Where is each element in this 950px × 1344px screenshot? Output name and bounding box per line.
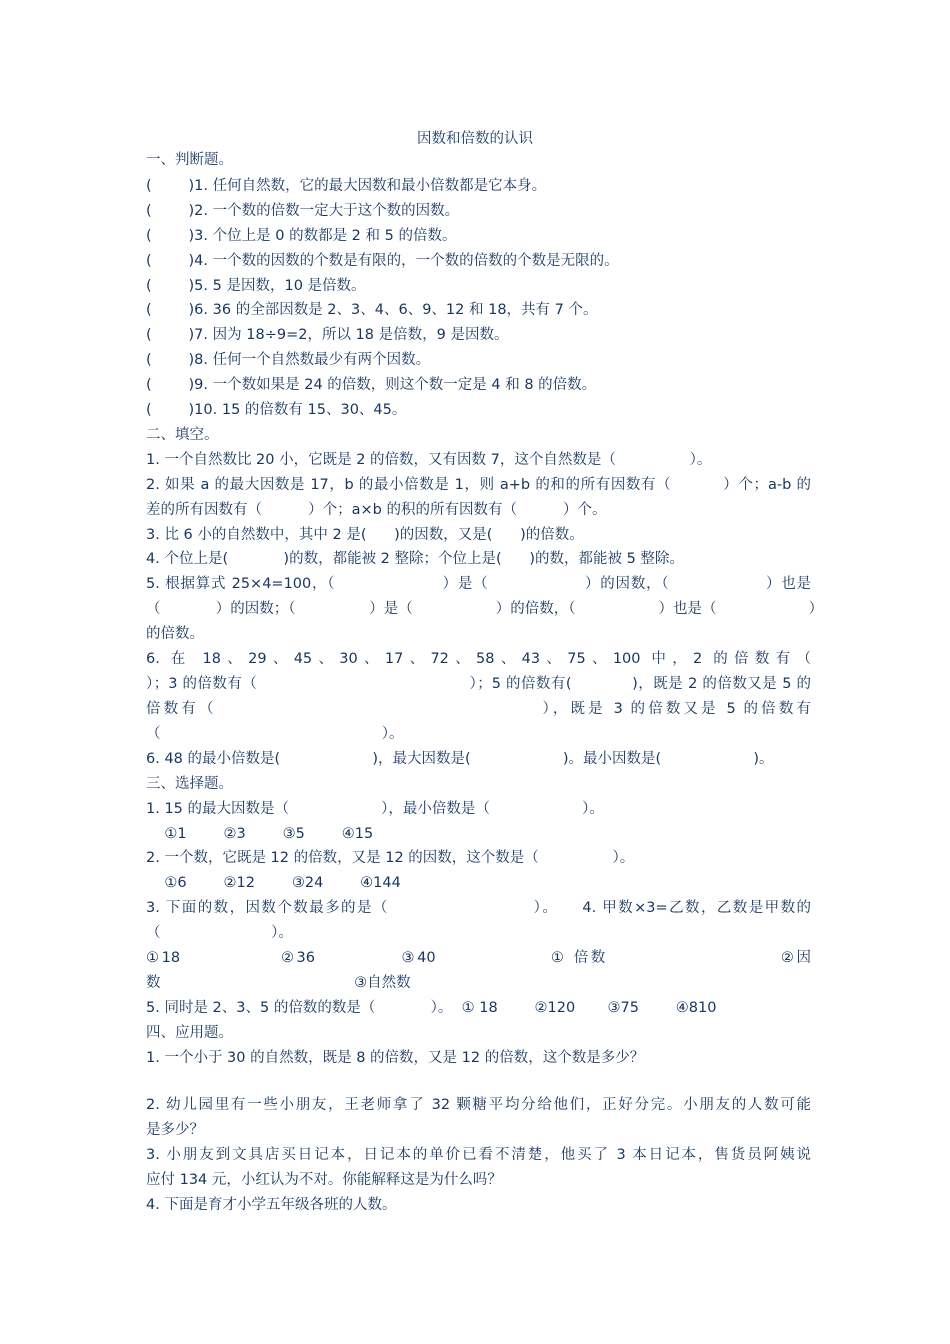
worksheet-line: ( )3. 个位上是 0 的数都是 2 和 5 的倍数。 [146, 228, 457, 244]
worksheet-line: 6. 在 18、29、45、30、17、72、58、43、75、100 中，2 的倍数有（ [146, 651, 811, 667]
worksheet-line: ( )1. 任何自然数，它的最大因数和最小倍数都是它本身。 [146, 178, 547, 194]
worksheet-line: ( )10. 15 的倍数有 15、30、45。 [146, 402, 407, 418]
worksheet-line: 6. 48 的最小倍数是( )，最大因数是( )。最小因数是( )。 [146, 751, 774, 767]
worksheet-line: 2. 如果 a 的最大因数是 17，b 的最小倍数是 1，则 a+b 的和的所有因数有（ ）个；a-b 的 [146, 477, 811, 493]
worksheet-line: 1. 一个自然数比 20 小，它既是 2 的倍数，又有因数 7，这个自然数是（ ）。 [146, 452, 712, 468]
worksheet-line: ( )8. 任何一个自然数最少有两个因数。 [146, 352, 431, 368]
worksheet-line: 是多少？ [146, 1122, 204, 1138]
worksheet-line: （ ）的因数；（ ）是（ ）的倍数，（ ）也是（ ） [146, 601, 824, 617]
worksheet-line: ( )5. 5 是因数，10 是倍数。 [146, 278, 366, 294]
worksheet-line: ①1 ②3 ③5 ④15 [146, 826, 374, 842]
worksheet-line: 3. 下面的数，因数个数最多的是（ ）。 4. 甲数×3=乙数，乙数是甲数的 [146, 900, 811, 916]
worksheet-line: 倍数有（ ），既是 3 的倍数又是 5 的倍数有 [146, 701, 811, 717]
worksheet-line: 差的所有因数有（ ）个；a×b 的积的所有因数有（ ）个。 [146, 502, 607, 518]
worksheet-line: （ ）。 [146, 925, 293, 941]
worksheet-line: ( )6. 36 的全部因数是 2、3、4、6、9、12 和 18，共有 7 个。 [146, 302, 598, 318]
worksheet-line: ( )2. 一个数的倍数一定大于这个数的因数。 [146, 203, 460, 219]
worksheet-line: 4. 个位上是( )的数，都能被 2 整除；个位上是( )的数，都能被 5 整除。 [146, 551, 684, 567]
worksheet-line: ( )4. 一个数的因数的个数是有限的，一个数的倍数的个数是无限的。 [146, 253, 619, 269]
worksheet-line: ( )9. 一个数如果是 24 的倍数，则这个数一定是 4 和 8 的倍数。 [146, 377, 597, 393]
worksheet-line: （ ）。 [146, 726, 404, 742]
worksheet-line: 1. 一个小于 30 的自然数，既是 8 的倍数，又是 12 的倍数，这个数是多少？ [146, 1050, 645, 1066]
worksheet-line: ( )7. 因为 18÷9=2，所以 18 是倍数，9 是因数。 [146, 327, 509, 343]
worksheet-line: 一、判断题。 [146, 152, 233, 168]
page-title: 因数和倍数的认识 [417, 131, 533, 147]
worksheet-line: 3. 比 6 小的自然数中，其中 2 是( )的因数，又是( )的倍数。 [146, 527, 584, 543]
worksheet-line: ①6 ②12 ③24 ④144 [146, 875, 401, 891]
worksheet-line: 二、填空。 [146, 427, 219, 443]
worksheet-line: ）；3 的倍数有（ ）；5 的倍数有( )，既是 2 的倍数又是 5 的 [146, 676, 811, 692]
worksheet-line: 数 ③自然数 [146, 975, 411, 991]
worksheet-line: 的倍数。 [146, 626, 204, 642]
worksheet-line: 2. 一个数，它既是 12 的倍数，又是 12 的因数，这个数是（ ）。 [146, 850, 635, 866]
worksheet-line: 应付 134 元，小红认为不对。你能解释这是为什么吗？ [146, 1172, 502, 1188]
worksheet-line: 2. 幼儿园里有一些小朋友，王老师拿了 32 颗糖平均分给他们，正好分完。小朋友的人数可能 [146, 1097, 811, 1113]
worksheet-line: 5. 同时是 2、3、5 的倍数的数是（ ）。 ① 18 ②120 ③75 ④810 [146, 1000, 717, 1016]
worksheet-line: 三、选择题。 [146, 776, 233, 792]
worksheet-line: 1. 15 的最大因数是（ ），最小倍数是（ ）。 [146, 801, 604, 817]
worksheet-line: ①18 ②36 ③40 ① 倍数 ②因 [146, 950, 811, 966]
worksheet-line: 四、应用题。 [146, 1025, 233, 1041]
worksheet-line: 3. 小朋友到文具店买日记本，日记本的单价已看不清楚，他买了 3 本日记本，售货员阿姨说 [146, 1147, 811, 1163]
worksheet-line: 4. 下面是育才小学五年级各班的人数。 [146, 1197, 397, 1213]
worksheet-line: 5. 根据算式 25×4=100，（ ）是（ ）的因数，（ ）也是 [146, 576, 811, 592]
